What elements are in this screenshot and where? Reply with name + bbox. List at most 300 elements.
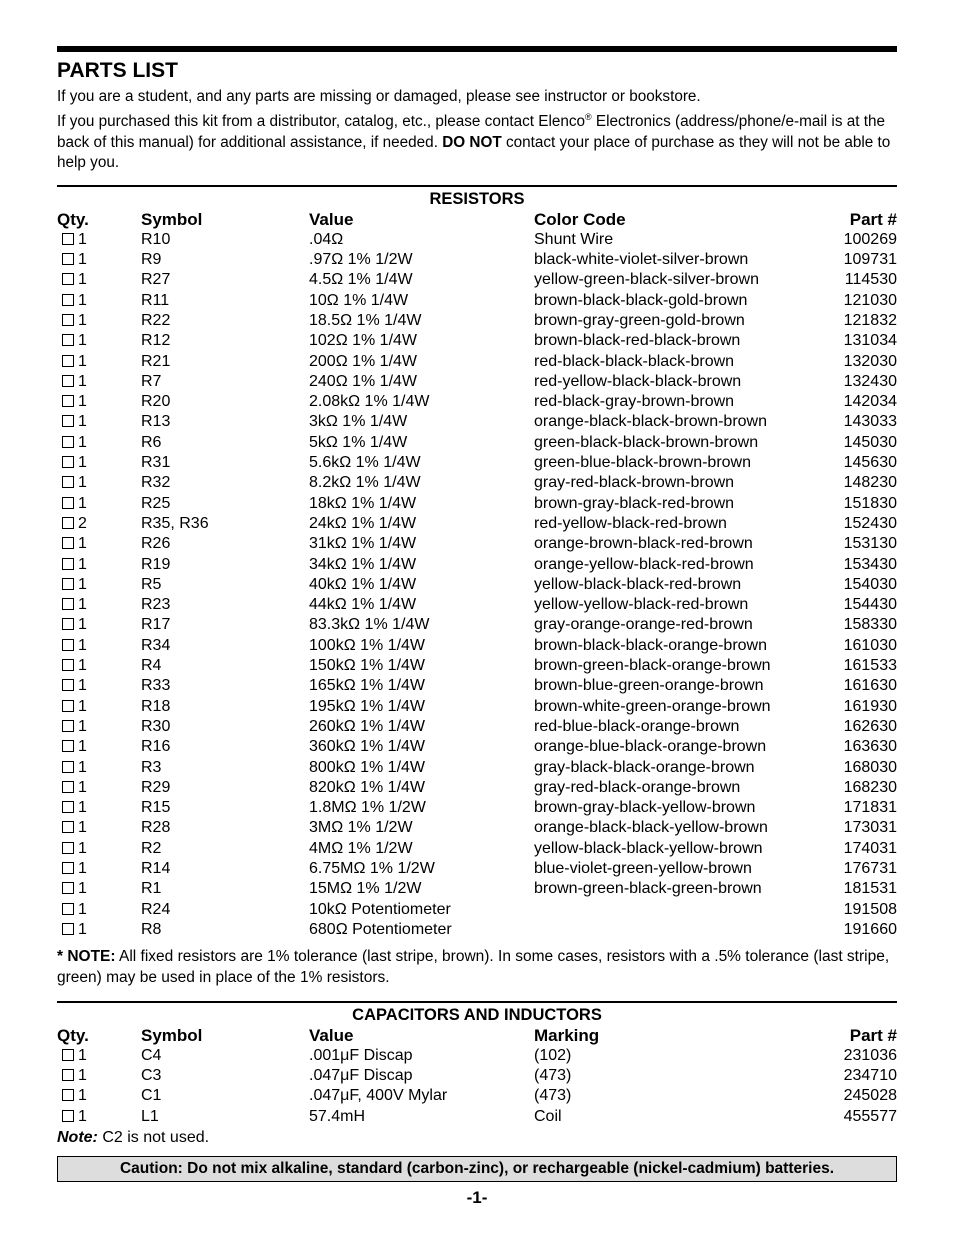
qty-value: 1: [78, 372, 87, 390]
checkbox-icon[interactable]: [62, 497, 74, 509]
code-cell: red-blue-black-orange-brown: [534, 717, 740, 735]
checkbox-icon[interactable]: [62, 923, 74, 935]
cap-note-text: C2 is not used.: [97, 1128, 210, 1146]
symbol-cell: R24: [141, 900, 171, 918]
table-row: [57, 697, 897, 717]
checkbox-icon[interactable]: [62, 801, 74, 813]
value-cell: 680Ω Potentiometer: [309, 920, 452, 938]
checkbox-icon[interactable]: [62, 842, 74, 854]
value-cell: 150kΩ 1% 1/4W: [309, 657, 426, 675]
table-row: [57, 352, 897, 372]
table-row: [57, 555, 897, 575]
checkbox-icon[interactable]: [62, 415, 74, 427]
value-cell: 10kΩ Potentiometer: [309, 900, 451, 918]
qty-cell: [57, 555, 141, 575]
capacitor-note: [57, 1127, 897, 1149]
qty-value: 2: [78, 514, 87, 532]
value-header: Value: [309, 209, 354, 229]
qty-cell: [57, 534, 141, 554]
code-cell: (473): [534, 1087, 572, 1105]
qty-value: 1: [78, 657, 87, 675]
qty-cell: [57, 372, 141, 392]
symbol-cell: C4: [141, 1046, 162, 1064]
qty-value: 1: [78, 839, 87, 857]
checkbox-icon[interactable]: [62, 233, 74, 245]
qty-value: 1: [78, 555, 87, 573]
value-cell: 18kΩ 1% 1/4W: [309, 494, 417, 512]
part-cell: 161533: [843, 657, 897, 675]
checkbox-icon[interactable]: [62, 578, 74, 590]
do-not-emphasis: DO NOT: [442, 133, 502, 151]
value-header: Value: [309, 1025, 354, 1045]
qty-cell: [57, 615, 141, 635]
intro-line-1: If you are a student, and any parts are missing or damaged, please see instructor or bookstore.: [57, 88, 701, 105]
page-title: PARTS LIST: [57, 59, 178, 82]
code-cell: brown-green-black-orange-brown: [534, 657, 771, 675]
part-cell: 191660: [843, 920, 897, 938]
code-cell: red-black-black-black-brown: [534, 352, 735, 370]
table-row: [57, 758, 897, 778]
qty-cell: [57, 798, 141, 818]
qty-value: 1: [78, 738, 87, 756]
symbol-cell: R18: [141, 697, 171, 715]
symbol-cell: R4: [141, 657, 162, 675]
part-cell: 176731: [843, 859, 897, 877]
table-row: [57, 1107, 897, 1127]
qty-cell: [57, 839, 141, 859]
checkbox-icon[interactable]: [62, 294, 74, 306]
symbol-cell: R31: [141, 454, 171, 472]
symbol-cell: R28: [141, 819, 171, 837]
value-cell: 44kΩ 1% 1/4W: [309, 596, 417, 614]
qty-cell: [57, 433, 141, 453]
code-cell: brown-white-green-orange-brown: [534, 697, 771, 715]
part-cell: 153130: [843, 535, 897, 553]
symbol-cell: R19: [141, 555, 171, 573]
caution-box: Caution: Do not mix alkaline, standard (carbon-zinc), or rechargeable (nickel-cadmium) batteries.: [57, 1156, 897, 1182]
resistors-body: [57, 230, 897, 940]
part-cell: 121832: [843, 311, 897, 329]
part-header: Part #: [849, 209, 897, 229]
part-cell: 161630: [843, 677, 897, 695]
table-row: [57, 737, 897, 757]
table-row: [57, 412, 897, 432]
checkbox-icon[interactable]: [62, 476, 74, 488]
table-row: [57, 372, 897, 392]
qty-cell: [57, 778, 141, 798]
code-cell: [534, 920, 784, 940]
code-cell: brown-gray-black-red-brown: [534, 494, 735, 512]
value-cell: 3kΩ 1% 1/4W: [309, 413, 408, 431]
code-cell: brown-black-black-gold-brown: [534, 291, 748, 309]
qty-value: 1: [78, 352, 87, 370]
qty-cell: [57, 392, 141, 412]
part-cell: 114530: [844, 271, 897, 289]
code-cell: yellow-black-black-red-brown: [534, 575, 742, 593]
code-cell: Shunt Wire: [534, 230, 614, 248]
value-cell: 18.5Ω 1% 1/4W: [309, 311, 422, 329]
qty-value: 1: [78, 393, 87, 411]
intro-text-a: If you purchased this kit from a distributor, catalog, etc., please contact Elenco: [57, 113, 586, 131]
resistors-table: [57, 209, 897, 940]
part-cell: 161930: [843, 697, 897, 715]
part-cell: 132430: [843, 372, 897, 390]
symbol-cell: L1: [141, 1107, 159, 1125]
code-cell: brown-gray-green-gold-brown: [534, 311, 745, 329]
capacitors-table: [57, 1025, 897, 1127]
checkbox-icon[interactable]: [62, 334, 74, 346]
part-cell: 121030: [843, 291, 897, 309]
qty-value: 1: [78, 677, 87, 695]
checkbox-icon[interactable]: [62, 395, 74, 407]
part-cell: 245028: [843, 1087, 897, 1105]
intro: [57, 87, 897, 173]
qty-value: 1: [78, 859, 87, 877]
symbol-cell: R21: [141, 352, 171, 370]
checkbox-icon[interactable]: [62, 618, 74, 630]
symbol-cell: R34: [141, 636, 171, 654]
value-cell: 83.3kΩ 1% 1/4W: [309, 616, 430, 634]
table-row: [57, 291, 897, 311]
checkbox-icon[interactable]: [62, 355, 74, 367]
qty-value: 1: [78, 819, 87, 837]
symbol-cell: R7: [141, 372, 162, 390]
value-cell: 820kΩ 1% 1/4W: [309, 778, 426, 796]
qty-value: 1: [78, 230, 87, 248]
qty-value: 1: [78, 251, 87, 269]
qty-value: 1: [78, 900, 87, 918]
part-cell: 154030: [843, 575, 897, 593]
part-cell: 168030: [843, 758, 897, 776]
part-cell: 145630: [843, 454, 897, 472]
value-cell: 5kΩ 1% 1/4W: [309, 433, 408, 451]
value-cell: 240Ω 1% 1/4W: [309, 372, 418, 390]
code-cell: gray-red-black-brown-brown: [534, 474, 735, 492]
intro-text-c: contact your place of purchase as they will not be able to help you.: [57, 133, 891, 171]
qty-cell: [57, 920, 141, 940]
value-cell: 165kΩ 1% 1/4W: [309, 677, 426, 695]
value-cell: 34kΩ 1% 1/4W: [309, 555, 417, 573]
qty-value: 1: [78, 1066, 87, 1084]
symbol-cell: R15: [141, 799, 171, 817]
code-cell: blue-violet-green-yellow-brown: [534, 859, 752, 877]
value-cell: 31kΩ 1% 1/4W: [309, 535, 417, 553]
checkbox-icon[interactable]: [62, 1049, 74, 1061]
qty-value: 1: [78, 271, 87, 289]
checkbox-icon[interactable]: [62, 639, 74, 651]
value-cell: 4MΩ 1% 1/2W: [309, 839, 413, 857]
part-cell: 148230: [843, 474, 897, 492]
cap-note-label: Note:: [57, 1128, 98, 1146]
table-row: [57, 230, 897, 250]
part-cell: 455577: [843, 1107, 897, 1125]
symbol-cell: R10: [141, 230, 171, 248]
intro-line-2: [57, 107, 897, 173]
table-row: [57, 270, 897, 290]
qty-value: 1: [78, 433, 87, 451]
checkbox-icon[interactable]: [62, 436, 74, 448]
checkbox-icon[interactable]: [62, 1110, 74, 1122]
part-cell: 154430: [843, 596, 897, 614]
code-cell: yellow-green-black-silver-brown: [534, 271, 759, 289]
code-cell: gray-red-black-orange-brown: [534, 778, 741, 796]
checkbox-icon[interactable]: [62, 517, 74, 529]
part-cell: 131034: [843, 332, 897, 350]
symbol-cell: R3: [141, 758, 162, 776]
table-row: [57, 392, 897, 412]
table-row: [57, 839, 897, 859]
qty-value: 1: [78, 758, 87, 776]
code-cell: Coil: [534, 1107, 562, 1125]
symbol-cell: R17: [141, 616, 171, 634]
symbol-cell: R14: [141, 859, 171, 877]
table-row: [57, 331, 897, 351]
checkbox-icon[interactable]: [62, 537, 74, 549]
table-row: [57, 859, 897, 879]
checkbox-icon[interactable]: [62, 720, 74, 732]
qty-cell: [57, 859, 141, 879]
value-cell: 200Ω 1% 1/4W: [309, 352, 418, 370]
value-cell: .04Ω: [309, 230, 344, 248]
part-cell: 109731: [843, 251, 897, 269]
table-row: [57, 900, 897, 920]
registered-mark: ®: [585, 112, 592, 123]
qty-cell: [57, 656, 141, 676]
symbol-cell: R2: [141, 839, 162, 857]
capacitors-header-row: [57, 1025, 897, 1046]
resistors-title: RESISTORS: [429, 189, 525, 208]
checkbox-icon[interactable]: [62, 1069, 74, 1081]
qty-value: 1: [78, 880, 87, 898]
page-number: -1-: [466, 1187, 488, 1207]
symbol-cell: R22: [141, 311, 171, 329]
value-cell: 360kΩ 1% 1/4W: [309, 738, 426, 756]
symbol-cell: R11: [141, 291, 170, 309]
qty-value: 1: [78, 413, 87, 431]
part-cell: 162630: [843, 717, 897, 735]
checkbox-icon[interactable]: [62, 740, 74, 752]
table-row: [57, 453, 897, 473]
qty-cell: [57, 575, 141, 595]
qty-header: Qty.: [57, 209, 89, 229]
color-code-header: Color Code: [534, 209, 626, 229]
symbol-header: Symbol: [141, 1025, 203, 1045]
table-row: [57, 311, 897, 331]
table-row: [57, 494, 897, 514]
code-cell: orange-black-black-brown-brown: [534, 413, 767, 431]
capacitors-title: CAPACITORS AND INDUCTORS: [352, 1005, 602, 1024]
code-cell: orange-yellow-black-red-brown: [534, 555, 754, 573]
symbol-cell: R13: [141, 413, 171, 431]
code-cell: red-yellow-black-red-brown: [534, 514, 727, 532]
code-cell: brown-blue-green-orange-brown: [534, 677, 764, 695]
value-cell: 2.08kΩ 1% 1/4W: [309, 393, 430, 411]
intro-text-b: Electronics (address/phone/e-mail is at the back of this manual) for additional assistance, if needed.: [57, 113, 886, 151]
code-cell: black-white-violet-silver-brown: [534, 251, 749, 269]
table-row: [57, 473, 897, 493]
part-cell: 191508: [843, 900, 897, 918]
code-cell: gray-orange-orange-red-brown: [534, 616, 753, 634]
value-cell: 260kΩ 1% 1/4W: [309, 717, 426, 735]
checkbox-icon[interactable]: [62, 558, 74, 570]
checkbox-icon[interactable]: [62, 598, 74, 610]
qty-cell: [57, 1107, 141, 1127]
checkbox-icon[interactable]: [62, 781, 74, 793]
table-row: [57, 250, 897, 270]
value-cell: 3MΩ 1% 1/2W: [309, 819, 413, 837]
note-text: All fixed resistors are 1% tolerance (last stripe, brown). In some cases, resistors with a .5% tolerance (last stripe, green) may be used in place of the 1% resistors.: [57, 948, 890, 987]
table-row: [57, 879, 897, 899]
value-cell: 102Ω 1% 1/4W: [309, 332, 418, 350]
symbol-cell: C1: [141, 1087, 162, 1105]
checkbox-icon[interactable]: [62, 882, 74, 894]
qty-cell: [57, 331, 141, 351]
part-cell: 153430: [843, 555, 897, 573]
value-cell: 800kΩ 1% 1/4W: [309, 758, 426, 776]
qty-cell: [57, 514, 141, 534]
page: [57, 46, 897, 1208]
qty-value: 1: [78, 920, 87, 938]
part-cell: 152430: [843, 514, 897, 532]
symbol-cell: R20: [141, 393, 171, 411]
code-cell: yellow-yellow-black-red-brown: [534, 596, 749, 614]
checkbox-icon[interactable]: [62, 862, 74, 874]
qty-cell: [57, 473, 141, 493]
symbol-cell: R32: [141, 474, 171, 492]
value-cell: 57.4mH: [309, 1107, 366, 1125]
checkbox-icon[interactable]: [62, 761, 74, 773]
value-cell: 10Ω 1% 1/4W: [309, 291, 409, 309]
symbol-cell: R26: [141, 535, 171, 553]
part-cell: 143033: [843, 413, 897, 431]
code-cell: orange-brown-black-red-brown: [534, 535, 753, 553]
symbol-cell: R33: [141, 677, 171, 695]
part-cell: 132030: [843, 352, 897, 370]
qty-value: 1: [78, 717, 87, 735]
capacitors-rule: [57, 1001, 897, 1003]
table-row: [57, 676, 897, 696]
part-cell: 151830: [843, 494, 897, 512]
qty-value: 1: [78, 291, 87, 309]
value-cell: .047μF Discap: [309, 1066, 413, 1084]
value-cell: .001μF Discap: [309, 1046, 413, 1064]
qty-cell: [57, 1066, 141, 1086]
qty-cell: [57, 697, 141, 717]
qty-value: 1: [78, 575, 87, 593]
qty-value: 1: [78, 474, 87, 492]
part-cell: 158330: [843, 616, 897, 634]
qty-value: 1: [78, 636, 87, 654]
qty-value: 1: [78, 778, 87, 796]
symbol-cell: R25: [141, 494, 171, 512]
checkbox-icon[interactable]: [62, 659, 74, 671]
marking-header: Marking: [534, 1025, 600, 1045]
qty-value: 1: [78, 1087, 87, 1105]
checkbox-icon[interactable]: [62, 314, 74, 326]
qty-cell: [57, 717, 141, 737]
symbol-cell: R1: [141, 880, 162, 898]
qty-cell: [57, 453, 141, 473]
qty-cell: [57, 291, 141, 311]
value-cell: 24kΩ 1% 1/4W: [309, 514, 417, 532]
resistors-rule: [57, 185, 897, 187]
qty-cell: [57, 879, 141, 899]
checkbox-icon[interactable]: [62, 679, 74, 691]
symbol-cell: R29: [141, 778, 171, 796]
table-row: [57, 656, 897, 676]
resistors-header-row: [57, 209, 897, 230]
qty-cell: [57, 900, 141, 920]
qty-value: 1: [78, 494, 87, 512]
symbol-cell: R8: [141, 920, 162, 938]
part-cell: 145030: [843, 433, 897, 451]
code-cell: orange-blue-black-orange-brown: [534, 738, 767, 756]
qty-cell: [57, 1046, 141, 1066]
value-cell: .047μF, 400V Mylar: [309, 1087, 448, 1105]
symbol-cell: R5: [141, 575, 162, 593]
qty-value: 1: [78, 535, 87, 553]
symbol-cell: C3: [141, 1066, 162, 1084]
qty-cell: [57, 311, 141, 331]
code-cell: yellow-black-black-yellow-brown: [534, 839, 763, 857]
value-cell: 4.5Ω 1% 1/4W: [309, 271, 413, 289]
qty-cell: [57, 352, 141, 372]
code-cell: [534, 900, 784, 920]
checkbox-icon[interactable]: [62, 903, 74, 915]
part-cell: 161030: [843, 636, 897, 654]
qty-cell: [57, 250, 141, 270]
table-row: [57, 920, 897, 940]
part-cell: 171831: [843, 799, 897, 817]
checkbox-icon[interactable]: [62, 821, 74, 833]
qty-cell: [57, 758, 141, 778]
part-cell: 163630: [843, 738, 897, 756]
part-cell: 168230: [843, 778, 897, 796]
table-row: [57, 514, 897, 534]
code-cell: brown-gray-black-yellow-brown: [534, 799, 756, 817]
table-row: [57, 636, 897, 656]
checkbox-icon[interactable]: [62, 253, 74, 265]
checkbox-icon[interactable]: [62, 456, 74, 468]
checkbox-icon[interactable]: [62, 700, 74, 712]
table-row: [57, 595, 897, 615]
qty-value: 1: [78, 332, 87, 350]
value-cell: 195kΩ 1% 1/4W: [309, 697, 426, 715]
part-cell: 234710: [843, 1066, 897, 1084]
part-cell: 181531: [843, 880, 897, 898]
qty-cell: [57, 230, 141, 250]
table-row: [57, 433, 897, 453]
code-cell: brown-black-black-orange-brown: [534, 636, 767, 654]
table-row: [57, 818, 897, 838]
qty-cell: [57, 270, 141, 290]
checkbox-icon[interactable]: [62, 1089, 74, 1101]
checkbox-icon[interactable]: [62, 273, 74, 285]
part-cell: 231036: [843, 1046, 897, 1064]
symbol-cell: R35, R36: [141, 514, 209, 532]
qty-value: 1: [78, 454, 87, 472]
qty-cell: [57, 494, 141, 514]
qty-value: 1: [78, 1107, 87, 1125]
table-row: [57, 798, 897, 818]
code-cell: (102): [534, 1046, 572, 1064]
code-cell: green-blue-black-brown-brown: [534, 454, 751, 472]
resistor-note: [57, 946, 897, 988]
checkbox-icon[interactable]: [62, 375, 74, 387]
code-cell: brown-green-black-green-brown: [534, 880, 762, 898]
value-cell: 5.6kΩ 1% 1/4W: [309, 454, 421, 472]
qty-value: 1: [78, 697, 87, 715]
